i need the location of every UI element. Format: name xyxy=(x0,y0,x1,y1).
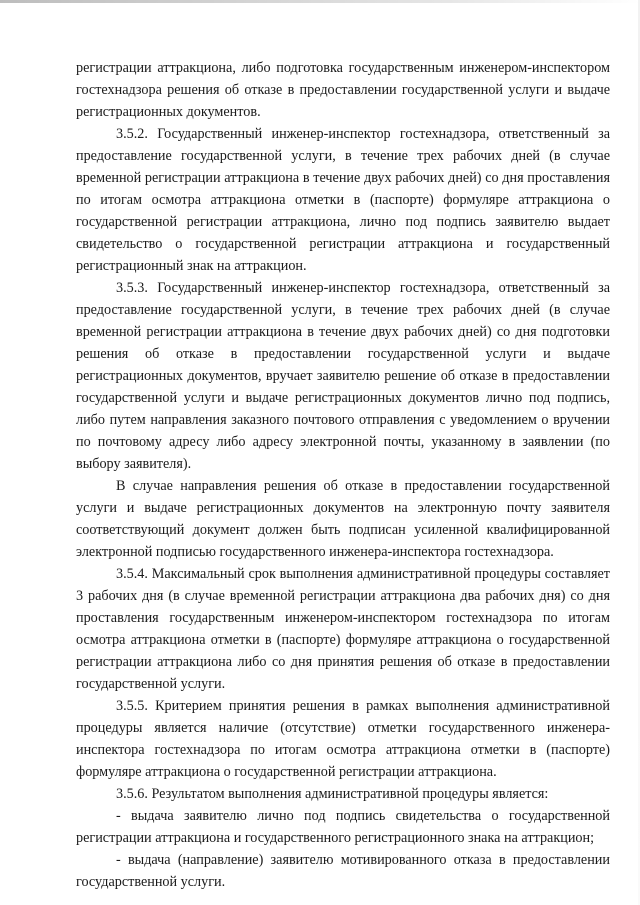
paragraph-3-5-3: 3.5.3. Государственный инженер-инспектор гостехнадзора, ответственный за предоставление государственной услуги, в течение трех рабочих дней (в случае временной регистрации аттракциона в течение двух рабочих дней) со дня подготовки решения об отказе в предоставлении государственной услуги и выдаче регистрационных документов, вручает заявителю решение об отказе в предоставлении государственной услуги и выдаче регистрационных документов лично под подпись, либо путем направления заказного почтового отправления с уведомлением о вручении по почтовому адресу либо адресу электронной почты, указанному в заявлении (по выбору заявителя). xyxy=(76,280,610,472)
list-item-refusal: - выдача (направление) заявителю мотивированного отказа в предоставлении государственной услуги. xyxy=(76,852,610,890)
paragraph-continuation: регистрации аттракциона, либо подготовка государственным инженером-инспектором гостехнадзора решения об отказе в предоставлении государственной услуги и выдаче регистрационных документов. xyxy=(76,60,610,120)
paragraph-3-5-4: 3.5.4. Максимальный срок выполнения административной процедуры составляет 3 рабочих дня (в случае временной регистрации аттракциона два рабочих дня) со дня проставления государственным инженером-инспектором гостехнадзора по итогам осмотра аттракциона отметки в (паспорте) формуляре аттракциона о государственной регистрации аттракциона либо со дня принятия решения об отказе в предоставлении государственной услуги. xyxy=(76,566,610,692)
paragraph-3-5-2: 3.5.2. Государственный инженер-инспектор гостехнадзора, ответственный за предоставление государственной услуги, в течение трех рабочих дней (в случае временной регистрации аттракциона в течение двух рабочих дней) со дня проставления по итогам осмотра аттракциона отметки в (паспорте) формуляре аттракциона о государственной регистрации аттракциона, лично под подпись заявителю выдает свидетельство о государственной регистрации аттракциона и государственный регистрационный знак на аттракцион. xyxy=(76,126,610,274)
scan-top-edge xyxy=(0,0,640,3)
document-body xyxy=(76,57,610,893)
paragraph-3-5-6: 3.5.6. Результатом выполнения административной процедуры является: xyxy=(116,786,549,802)
list-item-issue-certificate: - выдача заявителю лично под подпись свидетельства о государственной регистрации аттракциона и государственного регистрационного знака на аттракцион; xyxy=(76,808,610,846)
paragraph-electronic-delivery: В случае направления решения об отказе в предоставлении государственной услуги и выдаче регистрационных документов на электронную почту заявителя соответствующий документ должен быть подписан усиленной квалифицированной электронной подписью государственного инженера-инспектора гостехнадзора. xyxy=(76,478,610,560)
paragraph-3-5-5: 3.5.5. Критерием принятия решения в рамках выполнения административной процедуры является наличие (отсутствие) отметки государственного инженера-инспектора гостехнадзора по итогам осмотра аттракциона отметки в (паспорте) формуляре аттракциона о государственной регистрации аттракциона. xyxy=(76,698,610,780)
